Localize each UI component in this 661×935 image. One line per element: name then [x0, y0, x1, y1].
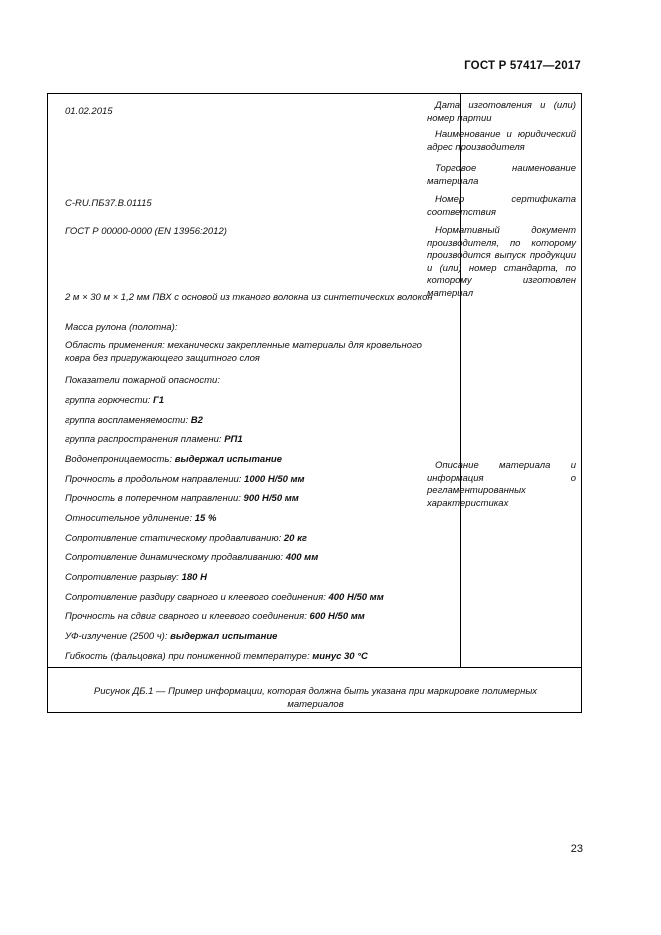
property-seam-shear: Прочность на сдвиг сварного и клеевого соединения: 600 Н/50 мм	[65, 611, 365, 622]
property-uv-exposure: УФ-излучение (2500 ч): выдержал испытание	[65, 631, 278, 642]
label-certificate: Номер сертификата соответствия	[427, 194, 576, 218]
property-tear-resistance: Сопротивление разрыву: 180 Н	[65, 572, 207, 583]
roll-mass: Масса рулона (полотна):	[65, 322, 178, 333]
document-standard-header: ГОСТ Р 57417—2017	[464, 60, 581, 72]
certificate-number: C-RU.ПБ37.В.01115	[65, 198, 152, 209]
caption-divider	[48, 667, 581, 668]
label-material-description: Описание материала и информация о регламентированных характеристиках	[427, 460, 576, 509]
property-flame-spread: группа распространения пламени: РП1	[65, 434, 243, 445]
property-low-temp-flexibility: Гибкость (фальцовка) при пониженной температуре: минус 30 °С	[65, 651, 368, 662]
property-combustibility: группа горючести: Г1	[65, 395, 165, 406]
fire-hazard-header: Показатели пожарной опасности:	[65, 375, 220, 386]
property-water-tightness: Водонепроницаемость: выдержал испытание	[65, 454, 283, 465]
property-ignitability: группа воспламеняемости: В2	[65, 415, 203, 426]
material-description: 2 м × 30 м × 1,2 мм ПВХ с основой из тканого волокна из синтетических волокон	[65, 292, 433, 303]
property-elongation: Относительное удлинение: 15 %	[65, 513, 217, 524]
standard-reference: ГОСТ Р 00000-0000 (EN 13956:2012)	[65, 226, 227, 237]
page-number: 23	[570, 843, 583, 855]
property-static-puncture: Сопротивление статическому продавливанию: 20 кг	[65, 533, 307, 544]
label-trade-name: Торговое наименование материала	[427, 163, 576, 187]
application-area: Область применения: механически закрепленные материалы для кровельного ковра без пригружающего защитного слоя	[65, 340, 422, 364]
marking-figure-frame	[47, 93, 582, 713]
manufacture-date: 01.02.2015	[65, 106, 113, 117]
property-longitudinal-strength: Прочность в продольном направлении: 1000 Н/50 мм	[65, 474, 305, 485]
property-dynamic-puncture: Сопротивление динамическому продавливанию: 400 мм	[65, 552, 319, 563]
figure-caption: Рисунок ДБ.1 — Пример информации, которая должна быть указана при маркировке полимерных материалов	[93, 686, 538, 710]
label-normative-document: Нормативный документ производителя, по которому производится выпуск продукции и (или) номер стандарта, по которому изготовлен материал	[427, 225, 576, 299]
label-manufacturer: Наименование и юридический адрес производителя	[427, 129, 576, 153]
property-transverse-strength: Прочность в поперечном направлении: 900 Н/50 мм	[65, 493, 299, 504]
label-manufacture-date: Дата изготовления и (или) номер партии	[427, 100, 576, 124]
property-seam-tear: Сопротивление раздиру сварного и клеевого соединения: 400 Н/50 мм	[65, 592, 384, 603]
